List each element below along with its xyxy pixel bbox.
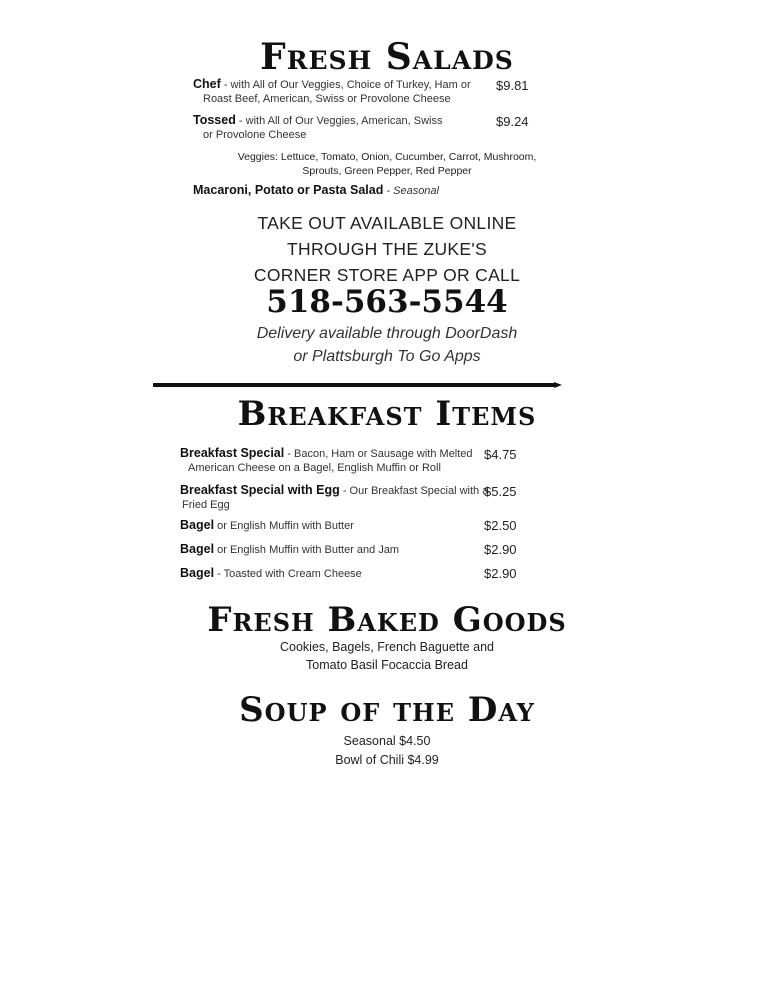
item-desc: - with All of Our Veggies, American, Swiss xyxy=(235,115,443,127)
breakfast-items-heading: Breakfast Items xyxy=(237,394,537,434)
menu-item-chef xyxy=(193,77,471,106)
menu-item-bagel-butter xyxy=(180,518,354,533)
veggies-list xyxy=(0,150,774,178)
soup-line: Bowl of Chili $4.99 xyxy=(335,753,439,767)
veggies-line: Sprouts, Green Pepper, Red Pepper xyxy=(302,165,472,177)
menu-item-breakfast-special xyxy=(180,446,473,475)
menu-item-bagel-jam xyxy=(180,542,399,557)
takeout-line: CORNER STORE APP OR CALL xyxy=(253,265,521,285)
phone-number: 518-563-5544 xyxy=(266,284,508,320)
takeout-notice xyxy=(0,210,774,288)
item-name: Breakfast Special xyxy=(180,446,285,460)
item-name: Breakfast Special with Egg xyxy=(180,483,340,497)
item-price: $9.24 xyxy=(496,114,529,129)
delivery-line: Delivery available through DoorDash xyxy=(256,325,518,342)
item-note: - Seasonal xyxy=(383,185,439,197)
item-desc: - Toasted with Cream Cheese xyxy=(214,568,362,580)
item-name: Tossed xyxy=(193,113,236,127)
item-desc: or Provolone Cheese xyxy=(203,129,307,141)
item-price: $4.75 xyxy=(484,447,517,462)
item-name: Chef xyxy=(193,77,221,91)
takeout-line: THROUGH THE ZUKE'S xyxy=(287,239,487,259)
item-desc: - Our Breakfast Special with a xyxy=(339,485,489,497)
item-desc: American Cheese on a Bagel, English Muffin or Roll xyxy=(188,462,441,474)
item-price: $2.90 xyxy=(484,542,517,557)
soup-prices xyxy=(0,732,774,770)
baked-goods-description xyxy=(0,638,774,674)
baked-line: Tomato Basil Focaccia Bread xyxy=(306,658,468,672)
delivery-note xyxy=(0,322,774,368)
veggies-line: Veggies: Lettuce, Tomato, Onion, Cucumber, Carrot, Mushroom, xyxy=(237,151,537,163)
item-desc: Fried Egg xyxy=(182,499,230,511)
baked-line: Cookies, Bagels, French Baguette and xyxy=(279,640,495,654)
item-name: Bagel xyxy=(180,542,215,556)
fresh-baked-goods-heading: Fresh Baked Goods xyxy=(207,600,567,640)
fresh-salads-heading: Fresh Salads xyxy=(260,36,514,78)
item-price: $9.81 xyxy=(496,78,529,93)
item-desc: - Bacon, Ham or Sausage with Melted xyxy=(284,448,473,460)
menu-item-bagel-cream-cheese xyxy=(180,566,362,581)
item-desc: or English Muffin with Butter and Jam xyxy=(214,544,400,556)
delivery-line: or Plattsburgh To Go Apps xyxy=(293,348,481,365)
soup-of-the-day-heading: Soup of the Day xyxy=(239,690,535,730)
item-price: $2.50 xyxy=(484,518,517,533)
item-name: Bagel xyxy=(180,518,215,532)
item-desc: or English Muffin with Butter xyxy=(214,520,354,532)
menu-item-macaroni xyxy=(193,183,439,198)
section-divider xyxy=(153,383,558,387)
item-name: Bagel xyxy=(180,566,215,580)
item-desc: - with All of Our Veggies, Choice of Turkey, Ham or xyxy=(220,79,471,91)
item-price: $5.25 xyxy=(484,484,517,499)
item-name: Macaroni, Potato or Pasta Salad xyxy=(193,183,384,197)
menu-item-breakfast-special-egg xyxy=(180,483,488,512)
item-desc: Roast Beef, American, Swiss or Provolone Cheese xyxy=(203,93,451,105)
menu-item-tossed xyxy=(193,113,442,142)
item-price: $2.90 xyxy=(484,566,517,581)
takeout-line: TAKE OUT AVAILABLE ONLINE xyxy=(257,213,517,233)
soup-line: Seasonal $4.50 xyxy=(343,734,431,748)
